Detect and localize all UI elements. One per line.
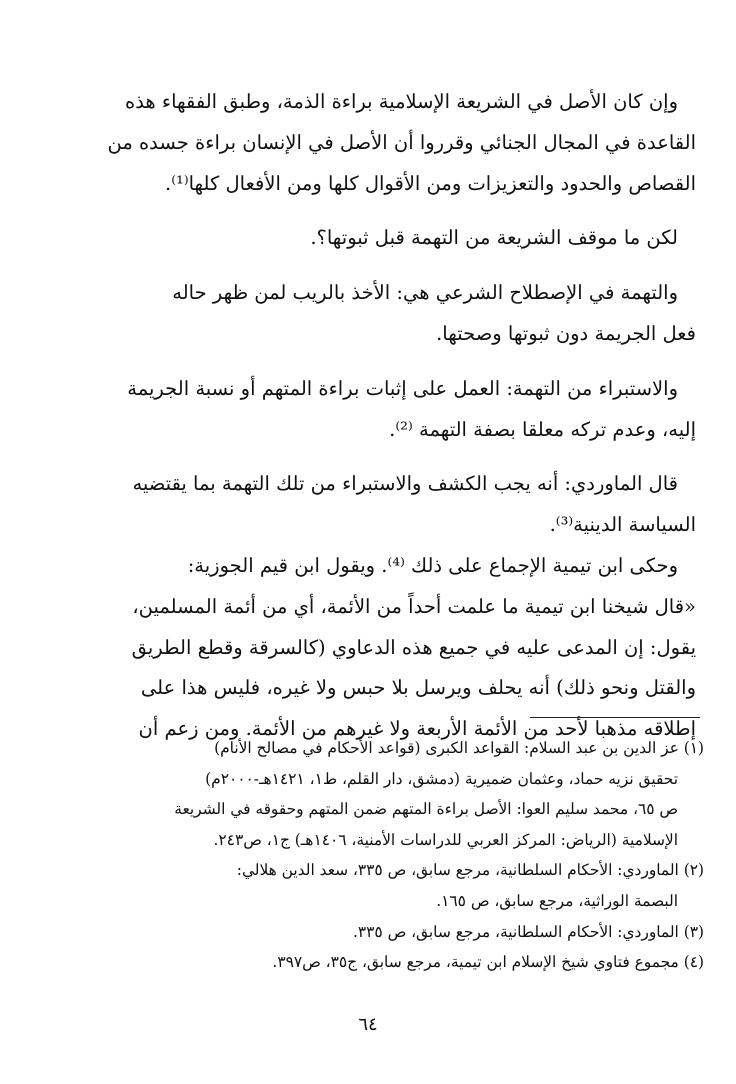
body-line: والتهمة في الإصطلاح الشرعي هي: الأخذ بالريب لمن ظهر حاله: [172, 281, 678, 305]
footnote-line: (٤) مجموع فتاوي شيخ الإسلام ابن تيمية، مرجع سابق، ج٣٥، ص٣٩٧.: [272, 953, 704, 972]
body-line: قال الماوردي: أنه يجب الكشف والاستبراء من تلك التهمة بما يقتضيه: [132, 472, 678, 496]
body-line: فعل الجريمة دون ثبوتها وصحتها.: [436, 321, 696, 345]
footnote-line: تحقيق نزيه حماد، وعثمان ضميرية (دمشق، دار القلم، ط١، ١٤٢١هـ-٢٠٠٠م): [205, 769, 678, 788]
body-line: والاستبراء من التهمة: العمل على إثبات براءة المتهم أو نسبة الجريمة: [127, 376, 678, 400]
footnote-line: ص ٦٥، محمد سليم العوا: الأصل براءة المتهم ضمن المتهم وحقوقه في الشريعة: [174, 800, 678, 819]
page-number: ٦٤: [358, 1014, 378, 1035]
footnotes: [100, 733, 704, 978]
body-line: وحكى ابن تيمية الإجماع على ذلك ⁽⁴⁾. ويقول ابن قيم الجوزية:: [187, 553, 678, 577]
body-line: السياسة الدينية⁽³⁾.: [549, 513, 696, 537]
footnote-line: البصمة الوراثية، مرجع سابق، ص ١٦٥.: [436, 891, 678, 910]
body-line: القاعدة في المجال الجنائي وقرروا أن الأصل في الإنسان براءة جسده من: [107, 130, 696, 154]
footnote-line: (٢) الماوردي: الأحكام السلطانية، مرجع سابق، ص ٣٣٥، سعد الدين هلالي:: [236, 861, 704, 880]
body-line: القصاص والحدود والتعزيزات ومن الأقوال كلها ومن الأفعال كلها⁽¹⁾.: [165, 171, 696, 195]
body-line: لكن ما موقف الشريعة من التهمة قبل ثبوتها؟.: [310, 226, 678, 250]
body-line: يقول: إن المدعى عليه في جميع هذه الدعاوي (كالسرقة وقطع الطريق: [131, 635, 696, 659]
body-line: وإن كان الأصل في الشريعة الإسلامية براءة الذمة، وطبق الفقهاء هذه: [124, 90, 678, 113]
body-line: والقتل ونحو ذلك) أنه يحلف ويرسل بلا حبس ولا غيره، فليس هذا على: [140, 676, 696, 700]
footnote-divider: [530, 717, 700, 718]
body-line: إليه، وعدم تركه معلقا بصفة التهمة ⁽²⁾.: [389, 417, 696, 441]
body-line: إطلاقه مذهبا لأحد من الأئمة الأربعة ولا غيرهم من الأئمة. ومن زعم أن: [138, 717, 696, 741]
footnote-line: (١) عز الدين بن عبد السلام: القواعد الكبرى (قواعد الأحكام في مصالح الأنام): [214, 739, 704, 757]
footnote-line: (٣) الماوردي: الأحكام السلطانية، مرجع سابق، ص ٣٣٥.: [352, 922, 704, 941]
footnote-line: الإسلامية (الرياض: المركز العربي للدراسات الأمنية، ١٤٠٦هـ) ج١، ص٢٤٣.: [213, 830, 678, 849]
main-text: [78, 82, 696, 750]
body-line: «قال شيخنا ابن تيمية ما علمت أحداً من الأئمة، أي من أئمة المسلمين،: [132, 594, 696, 618]
